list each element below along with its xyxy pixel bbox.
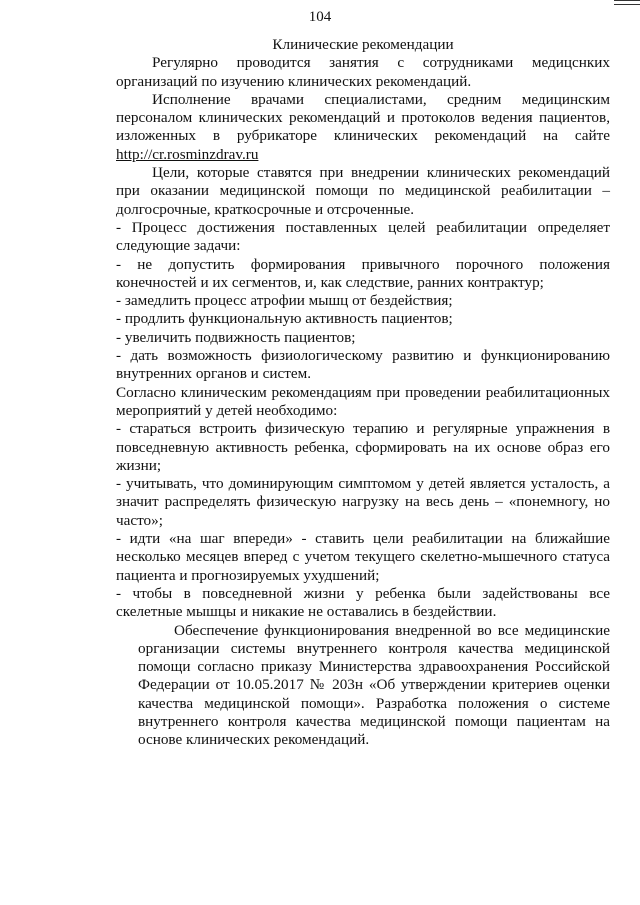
section-title: Клинические рекомендации: [272, 36, 454, 53]
children-item: - чтобы в повседневной жизни у ребенка были задействованы все скелетные мышцы и никакие не оставались в бездействии.: [116, 584, 610, 621]
paragraph-execution-text: Исполнение врачами специалистами, средним медицинским персоналом клинических рекомендаций и протоколов ведения пациентов, изложенных в рубрикаторе клинических рекомендаций на сайте: [116, 90, 610, 145]
tasks-intro: - Процесс достижения поставленных целей реабилитации определяет следующие задачи:: [116, 218, 610, 255]
task-item: - не допустить формирования привычного порочного положения конечностей и их сегментов, и, как следствие, ранних контрактур;: [116, 255, 610, 291]
task-item: - увеличить подвижность пациентов;: [116, 328, 356, 346]
children-intro: Согласно клиническим рекомендациям при проведении реабилитационных мероприятий у детей необходимо:: [116, 383, 610, 419]
corner-mark: [614, 0, 640, 5]
paragraph-training: Регулярно проводится занятия с сотрудниками медицснких организаций по изучению клинических рекомендаций.: [116, 54, 610, 90]
final-block: [116, 622, 610, 750]
task-item: - дать возможность физиологическому развитию и функционированию внутренних органов и систем.: [116, 347, 610, 383]
paragraph-quality-control: Обеспечение функционирования внедренной во все медицинские организации системы внутреннего контроля качества медицинской помощи согласно приказу Министерства здравоохранения Российской Федерации от 10.05.2017 № 203н «Об утверждении критериев оценки качества медицинской помощи». Разработка положения о системе внутреннего контроля качества медицинской помощи пациентам на основе клинических рекомендаций.: [138, 621, 610, 749]
page-number: 104: [308, 9, 332, 25]
rubricator-link[interactable]: http://cr.rosminzdrav.ru: [116, 145, 259, 163]
children-item: - стараться встроить физическую терапию и регулярные упражнения в повседневную активность ребенка, сформировать на их основе образ его жизни;: [116, 420, 610, 474]
paragraph-execution: [116, 91, 610, 164]
task-item: - замедлить процесс атрофии мышц от бездействия;: [116, 292, 453, 310]
paragraph-goals: Цели, которые ставятся при внедрении клинических рекомендаций при оказании медицинской помощи по медицинской реабилитации – долгосрочные, краткосрочные и отсроченные.: [116, 164, 610, 218]
children-item: - учитывать, что доминирующим симптомом у детей является усталость, а значит распределять физическую нагрузку на весь день – «понемногу, но часто»;: [116, 475, 610, 529]
task-item: - продлить функциональную активность пациентов;: [116, 310, 453, 328]
document-body: [116, 36, 610, 750]
children-item: - идти «на шаг впереди» - ставить цели реабилитации на ближайшие несколько месяцев вперед с учетом текущего скелетно-мышечного статуса пациента и прогнозируемых ухудшений;: [116, 530, 610, 584]
